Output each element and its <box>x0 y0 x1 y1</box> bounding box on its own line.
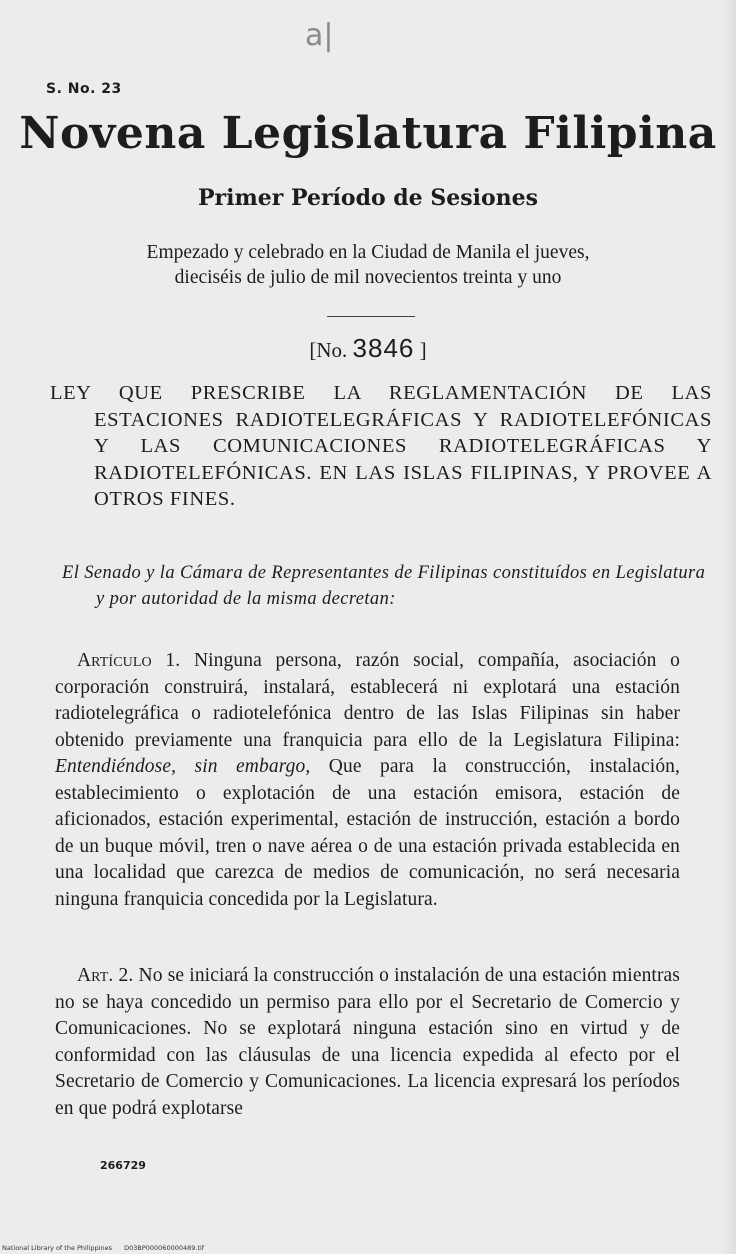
article-1-text: 1. Ninguna persona, razón social, compañía, asociación o corporación construirá, instalará, establecerá ni explotará una estación radiotelegráfica o radiotelefónica dentro de las Islas Filipinas sin haber obtenido previamente una franquicia para ello de la Legislatura Filipina: <box>55 650 680 751</box>
act-number-suffix: ] <box>419 338 427 362</box>
page-title: Novena Legislatura Filipina <box>19 108 717 159</box>
session-line-2: dieciséis de julio de mil novecientos treinta y uno <box>174 267 562 288</box>
article-1 <box>55 648 680 913</box>
article-1-label: Artículo <box>77 650 152 671</box>
footer-doc-id: D03BP000060000489.tif <box>124 1244 205 1252</box>
act-number <box>0 333 736 364</box>
scan-footer <box>2 1244 214 1252</box>
act-number-prefix: [No. <box>309 338 348 362</box>
article-2 <box>55 963 680 1122</box>
page-edge-shadow <box>722 0 736 1254</box>
article-1-proviso: Entendiéndose, sin embargo, <box>55 756 311 777</box>
session-description <box>0 240 736 290</box>
footer-library: National Library of the Philippines <box>2 1244 113 1252</box>
act-number-value: 3846 <box>352 333 415 363</box>
bill-number: S. No. 23 <box>46 81 122 97</box>
article-2-text: 2. No se iniciará la construcción o instalación de una estación mientras no se haya concedido un permiso para ello por el Secretario de Comercio y Comunicaciones. No se explotará ninguna estación sino en virtud y de conformidad con las cláusulas de una licencia expedida al efecto por el Secretario de Comercio y Comunicaciones. La licencia expresará los períodos en que podrá explotarse <box>55 965 680 1119</box>
enacting-clause: El Senado y la Cámara de Representantes de Filipinas constituídos en Legislatura y por autoridad de la misma decretan: <box>62 563 706 609</box>
article-1-rest: Que para la construcción, instalación, establecimiento o explotación de una estación emisora, estación de aficionados, estación experimental, estación de instrucción, estación a bordo de un buque móvil, tren o nave aérea o de una estación privada establecida en una localidad que carezca de medios de comunicación, no será necesaria ninguna franquicia concedida por la Legislatura. <box>55 756 680 910</box>
session-subtitle: Primer Período de Sesiones <box>197 185 539 211</box>
session-line-1: Empezado y celebrado en la Ciudad de Manila el jueves, <box>146 242 590 263</box>
handwritten-mark: a| <box>305 18 334 53</box>
article-2-label: Art. <box>77 965 114 986</box>
law-title: LEY QUE PRESCRIBE LA REGLAMENTACIÓN DE LAS ESTACIONES RADIOTELEGRÁFICAS Y RADIOTELEFÓNICAS Y LAS COMUNICACIONES RADIOTELEGRÁFICAS Y RADIOTELEFÓNICAS. EN LAS ISLAS FILIPINAS, Y PROVEE A OTROS FINES. <box>50 382 712 510</box>
divider <box>327 316 415 317</box>
print-code: 266729 <box>100 1159 146 1172</box>
